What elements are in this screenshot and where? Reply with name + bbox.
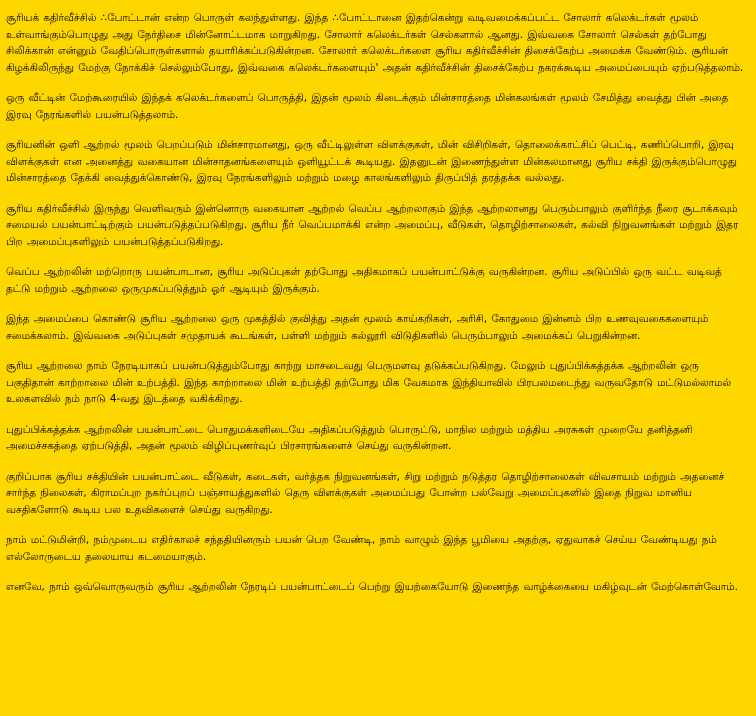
paragraph-future-generations: நாம் மட்டுமின்றி, நம்முடைய எதிர்காலச் சந்ததியினரும் பயன் பெற வேண்டி, நாம் வாழும் இந்த பூமியை அதற்கு, ஏதுவாகச் செய்ய வேண்டியது நம் எல்லோருடைய தலையாய கடமையாகும். [6, 534, 717, 563]
paragraph-subsidies: குறிப்பாக சூரிய சக்தியின் பயன்பாட்டை வீடுகள், கடைகள், வர்த்தக நிறுவனங்கள், சிறு மற்றும் நடுத்தர தொழிற்சாலைகள் விவசாயம் மற்றும் அதனைச் சார்ந்த நிலைகள், கிராமப்புற நகர்ப்புறப் பஞ்சாயத்துகளில் தெரு விளக்குகள் அமைப்பது போன்ற பல்வேறு அமைப்புகளில் இதை நிறுவ மானிய வசதிகளோடு கூடிய பல உதவிகளைச் செய்து வருகிறது. [6, 470, 725, 516]
paragraph-government-awareness: புதுப்பிக்கத்தக்க ஆற்றலின் பயன்பாட்டை பொதுமக்களிடையே அதிகப்படுத்தும் பொருட்டு, மாநில மற்றும் மத்திய அரசுகள் முறையே தனித்தனி அமைச்சகத்தை ஏற்படுத்தி, அதன் மூலம் விழிப்புணர்வுப் பிரசாரங்களைச் செய்து வருகின்றன. [6, 423, 693, 452]
paragraph-thermal-energy: சூரிய கதிர்வீச்சில் இருந்து வெளிவரும் இன்னொரு வகையான ஆற்றல் வெப்ப ஆற்றலாகும் இந்த ஆற்றலானது பெரும்பாலும் குளிர்ந்த நீரை சூடாக்கவும் சமையல் பயன்பாட்டிற்கும் பயன்படுத்தப்படுகிறது. சூரிய நீர் வெப்பமாக்கி என்ற அமைப்பு, வீடுகள், தொழிற்சாலைகள், கல்வி நிறுவனங்கள் மற்றும் இதர பிற அமைப்புகளிலும் பயன்படுத்தப்படுகிறது. [6, 202, 739, 248]
paragraph-home-appliances: சூரியனின் ஒளி ஆற்றல் மூலம் பெறப்படும் மின்சாரமானது, ஒரு வீட்டிலுள்ள விளக்குகள், மின் விசிறிகள், தொலைக்காட்சிப் பெட்டி, கணிப்பொறி, இரவு விளக்குகள் என அனைத்து வகையான மின்சாதனங்களையும் ஒளியூட்டக் கூடியது. இதனுடன் இணைந்துள்ள மின்கலமானது சூரிய சக்தி இருக்கும்பொழுது மின்சாரத்தை தேக்கி வைத்துக்கொண்டு, இரவு நேரங்களிலும் மற்றும் மழை காலங்களிலும் திருப்பித் தரத்தக்க வல்லது. [6, 139, 737, 184]
paragraph-pollution-wind-power: சூரிய ஆற்றலை நாம் நேரடியாகப் பயன்படுத்தும்போது காற்று மாசடைவது பெருமளவு தடுக்கப்படுகிறது. மேலும் புதுப்பிக்கத்தக்க ஆற்றலின் ஒரு பகுதிதான் காற்றாலை மின் உற்பத்தி. இந்த காற்றாலை மின் உற்பத்தி தற்போது மிக வேகமாக இந்தியாவில் பிரபலமடைந்து வருவதோடு மட்டுமல்லாமல் உலகளவில் நம் நாடு 4-வது இடத்தை வகிக்கிறது. [6, 360, 732, 405]
paragraph-photon-solar-collectors: சூரியக் கதிர்வீச்சில் ∴போட்டான் என்ற பொருள் கலந்துள்ளது. இந்த ∴போட்டானை இதற்கென்று வடிவமைக்கப்பட்ட சோலார் கலெக்டர்கள் மூலம் உள்வாங்கும்பொழுது அது நேர்திசை மின்னோட்டமாக மாறுகிறது. சோலார் கலெக்டர்கள் செல்களால் ஆனது. இவ்வகை சோலார் செல்கள் தற்போது சிலிக்கான் என்னும் வேதிப்பொருள்களால் தயாரிக்கப்படுகின்றன. சோலார் கலெக்டர்களை சூரிய கதிர்வீச்சின் திசைக்கேற்ப அமைக்க வேண்டும். சூரியன் கிழக்கிலிருந்து மேற்கு நோக்கிச் செல்லும்போது, இவ்வகை கலெக்டர்களையும்' அதன் கதிர்வீச்சின் திசைக்கேற்ப நகரக்கூடிய அமைப்பையும் ஏற்படுத்தலாம். [6, 12, 744, 74]
paragraph-rooftop-storage: ஒரு வீட்டின் மேற்கூரையில் இந்தக் கலெக்டர்களைப் பொருத்தி, இதன் மூலம் கிடைக்கும் மின்சாரத்தை மின்கலங்கள் மூலம் சேமித்து வைத்து பின் அதை இரவு நேரங்களில் பயன்படுத்தலாம். [6, 92, 729, 121]
paragraph-conclusion: எனவே, நாம் ஒவ்வொருவரும் சூரிய ஆற்றலின் நேரடிப் பயன்பாட்டைப் பெற்று இயற்கையோடு இணைந்த வாழ்க்கையை மகிழ்வுடன் மேற்கொள்வோம். [6, 581, 738, 593]
paragraph-solar-cookers: வெப்ப ஆற்றலின் மற்றொரு பயன்பாடான, சூரிய அடுப்புகள் தற்போது அதிகமாகப் பயன்பாட்டுக்கு வருகின்றன. சூரிய அடுப்பில் ஒரு வட்ட வடிவத் தட்டு மற்றும் ஆற்றலை ஒருமுகப்படுத்தும் ஓர் ஆடியும் இருக்கும். [6, 266, 722, 295]
paragraph-cooker-usage: இந்த அமைப்பை கொண்டு சூரிய ஆற்றலை ஒரு முகத்தில் குவித்து அதன் மூலம் காய்கறிகள், அரிசி, கோதுமை இன்னம் பிற உணவுவகைகளையும் சமைக்கலாம். இவ்வகை அடுப்புகள் சமுதாயக் கூடங்கள், பள்ளி மற்றும் கல்லூரி விடுதிகளில் பெரும்பாலும் அமைக்கப் பெறுகின்றன. [6, 313, 709, 342]
